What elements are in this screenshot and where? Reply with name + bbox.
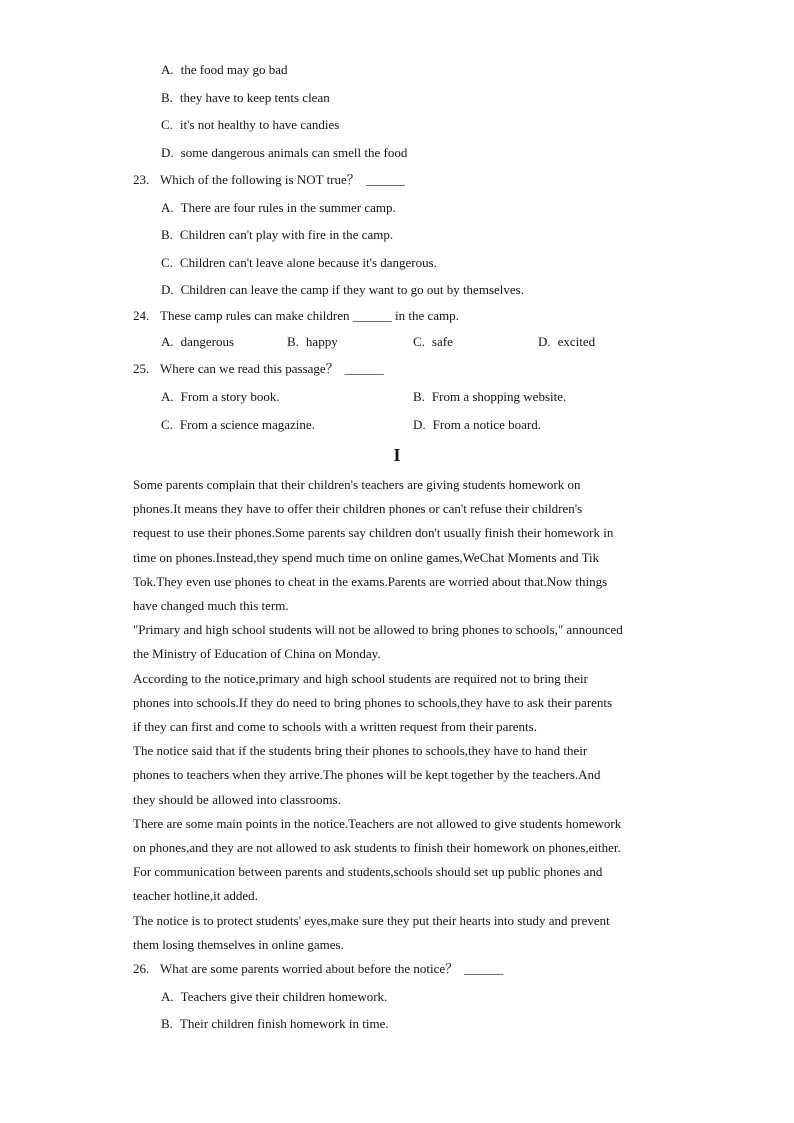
passage-line: The notice said that if the students bring their phones to schools,they have to hand their: [133, 743, 588, 759]
passage-line: "Primary and high school students will not be allowed to bring phones to schools," announced: [133, 622, 623, 638]
option-letter: B.: [161, 227, 173, 242]
option-text: happy: [305, 334, 338, 349]
option-text: they have to keep tents clean: [179, 90, 330, 105]
option-text: From a shopping website.: [431, 389, 567, 404]
option-text: Children can leave the camp if they want to go out by themselves.: [180, 282, 524, 297]
question-stem: Where can we read this passage？: [160, 361, 339, 376]
passage-line: on phones,and they are not allowed to ask students to finish their homework on phones,either.: [133, 840, 621, 856]
q23-option-b: [161, 227, 393, 243]
q25-option-b: [413, 389, 566, 405]
option-text: Children can't play with fire in the camp.: [179, 227, 394, 242]
passage-line: if they can first and come to schools with a written request from their parents.: [133, 719, 537, 735]
option-letter: C.: [161, 255, 173, 270]
question-number: 24.: [133, 308, 150, 323]
question-number: 25.: [133, 361, 150, 376]
option-text: safe: [431, 334, 453, 349]
option-text: excited: [557, 334, 596, 349]
passage-line: have changed much this term.: [133, 598, 289, 614]
q25-option-d: [413, 417, 541, 433]
option-text: Teachers give their children homework.: [180, 989, 388, 1004]
option-text: From a science magazine.: [179, 417, 315, 432]
q22-option-b: [161, 90, 330, 106]
q23-option-a: [161, 200, 396, 216]
question-number: 23.: [133, 172, 150, 187]
option-letter: D.: [161, 145, 174, 160]
option-text: dangerous: [180, 334, 235, 349]
passage-line: Tok.They even use phones to cheat in the exams.Parents are worried about that.Now things: [133, 573, 608, 589]
option-letter: D.: [413, 417, 426, 432]
q22-option-d: [161, 145, 407, 161]
option-letter: D.: [538, 334, 551, 349]
question-stem: Which of the following is NOT true？: [160, 172, 360, 187]
answer-blank: ______: [344, 361, 384, 376]
option-letter: A.: [161, 989, 174, 1004]
q24-option-a: [161, 334, 234, 350]
passage-line: the Ministry of Education of China on Monday.: [133, 646, 381, 662]
passage-line: phones.It means they have to offer their children phones or can't refuse their children's: [133, 501, 583, 517]
passage-line: According to the notice,primary and high school students are required not to bring their: [133, 670, 588, 686]
option-text: Their children finish homework in time.: [179, 1016, 389, 1031]
option-text: the food may go bad: [180, 62, 288, 77]
passage-paragraph: [133, 667, 623, 740]
q24-option-b: [287, 334, 338, 350]
passage-paragraph: [133, 812, 623, 909]
passage-paragraph: [133, 618, 623, 666]
question-25: [133, 361, 384, 377]
answer-blank: ______: [464, 961, 504, 976]
q25-option-a: [161, 389, 280, 405]
passage-line: time on phones.Instead,they spend much time on online games,WeChat Moments and Tik: [133, 549, 600, 565]
question-stem: These camp rules can make children ______ in the camp.: [160, 308, 459, 323]
q22-option-a: [161, 62, 288, 78]
passage-paragraph: [133, 909, 623, 957]
q25-option-c: [161, 417, 315, 433]
q24-option-d: [538, 334, 595, 350]
passage-line: For communication between parents and students,schools should set up public phones and: [133, 864, 603, 880]
option-letter: A.: [161, 334, 174, 349]
passage: [133, 473, 623, 957]
q24-option-c: [413, 334, 453, 350]
option-text: some dangerous animals can smell the food: [180, 145, 408, 160]
q26-option-a: [161, 989, 387, 1005]
option-letter: B.: [161, 1016, 173, 1031]
option-text: From a story book.: [180, 389, 280, 404]
option-text: There are four rules in the summer camp.: [180, 200, 396, 215]
option-letter: B.: [161, 90, 173, 105]
option-text: From a notice board.: [432, 417, 541, 432]
passage-line: The notice is to protect students' eyes,make sure they put their hearts into study and prevent: [133, 912, 610, 928]
option-letter: B.: [413, 389, 425, 404]
option-letter: A.: [161, 389, 174, 404]
q23-option-d: [161, 282, 524, 298]
passage-line: them losing themselves in online games.: [133, 936, 344, 952]
option-text: it's not healthy to have candies: [179, 117, 340, 132]
q23-option-c: [161, 255, 437, 271]
option-letter: C.: [161, 117, 173, 132]
passage-line: teacher hotline,it added.: [133, 888, 258, 904]
option-letter: C.: [413, 334, 425, 349]
question-number: 26.: [133, 961, 150, 976]
passage-paragraph: [133, 473, 623, 618]
q26-option-b: [161, 1016, 389, 1032]
q22-option-c: [161, 117, 339, 133]
question-23: [133, 172, 405, 188]
passage-line: request to use their phones.Some parents say children don't usually finish their homework in: [133, 525, 614, 541]
passage-line: phones into schools.If they do need to bring phones to schools,they have to ask their parents: [133, 694, 613, 710]
option-letter: B.: [287, 334, 299, 349]
question-26: [133, 961, 503, 977]
option-letter: D.: [161, 282, 174, 297]
answer-blank: ______: [365, 172, 405, 187]
passage-line: There are some main points in the notice.Teachers are not allowed to give students homework: [133, 815, 622, 831]
question-stem: What are some parents worried about before the notice？: [160, 961, 459, 976]
section-heading: I: [393, 445, 401, 465]
passage-line: they should be allowed into classrooms.: [133, 791, 341, 807]
passage-line: Some parents complain that their children's teachers are giving students homework on: [133, 477, 581, 492]
passage-paragraph: [133, 739, 623, 812]
option-letter: A.: [161, 200, 174, 215]
option-text: Children can't leave alone because it's dangerous.: [179, 255, 437, 270]
passage-line: phones to teachers when they arrive.The phones will be kept together by the teachers.And: [133, 767, 601, 783]
option-letter: A.: [161, 62, 174, 77]
question-24: [133, 308, 459, 324]
option-letter: C.: [161, 417, 173, 432]
